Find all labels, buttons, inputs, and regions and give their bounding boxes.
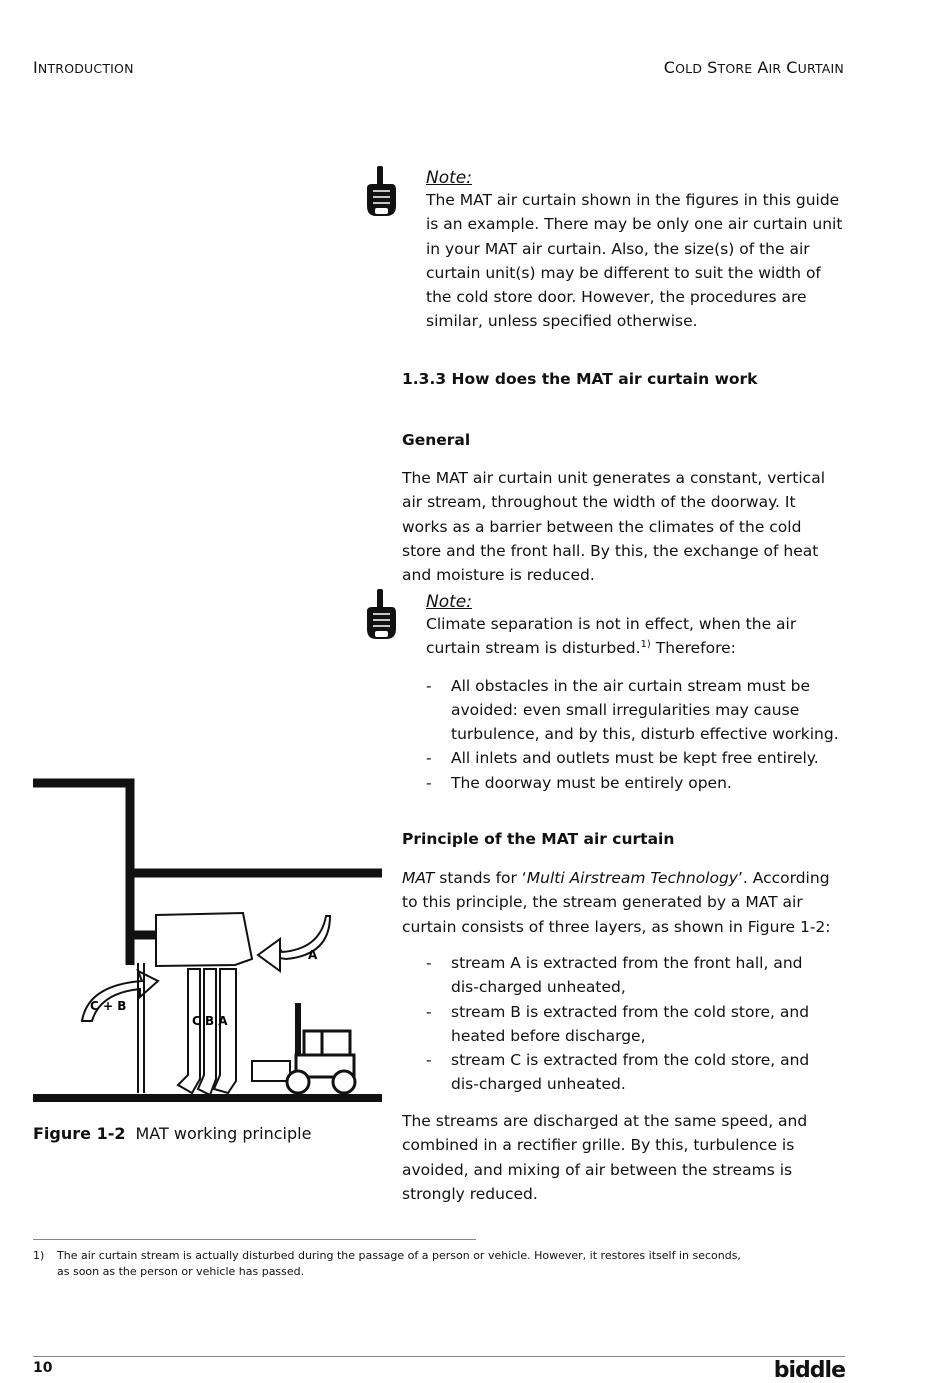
forklift-wheel [333, 1071, 355, 1093]
header-right-w1-rest: OLD [675, 61, 703, 76]
list-item: - stream B is extracted from the cold store, and heated before discharge, [426, 1000, 826, 1049]
label-a: A [308, 948, 318, 962]
label-cb: C + B [90, 999, 127, 1013]
forklift-fork [252, 1061, 290, 1081]
note-1-title: Note: [426, 168, 472, 188]
pointing-hand-icon [364, 589, 398, 641]
label-cba: C B A [192, 1014, 228, 1028]
forklift-wheel [287, 1071, 309, 1093]
header-right-w4-rest: URTAIN [797, 61, 844, 76]
header-left-rest: NTRODUCTION [37, 61, 134, 76]
footnote-marker: 1) [33, 1249, 45, 1262]
air-curtain-unit [156, 913, 252, 966]
header-right-w2-rest: TORE [717, 61, 753, 76]
running-header-right [664, 58, 844, 77]
header-right-w2-initial: S [707, 58, 718, 77]
stream-cb-arrow [82, 971, 158, 1021]
note-2 [426, 592, 846, 795]
list-item: - stream A is extracted from the front hall, and dis-charged unheated, [426, 951, 826, 1000]
principle-text [402, 866, 842, 939]
wall-outline [33, 783, 130, 965]
list-item: - All inlets and outlets must be kept free entirely. [426, 746, 846, 770]
list-item: - stream C is extracted from the cold store, and dis-charged unheated. [426, 1048, 826, 1097]
pointing-hand-icon [364, 166, 398, 218]
header-right-w3-rest: IR [768, 61, 782, 76]
note-2-text [426, 612, 846, 661]
note-1-text: The MAT air curtain shown in the figures in this guide is an example. There may be only one air curtain unit in your MAT air curtain. Also, the size(s) of the air curtain unit(s) may be different to suit the width of the cold store door. However, the procedures are similar, unless specified otherwise. [426, 191, 843, 331]
note-1 [426, 168, 846, 334]
principle-list-wrap [426, 951, 826, 1097]
stream-a-arrowhead [258, 939, 280, 971]
figure-caption-text: MAT working principle [135, 1124, 312, 1143]
note-2-text-before: Climate separation is not in effect, when the air curtain stream is disturbed. [426, 615, 797, 658]
header-right-w1-initial: C [663, 58, 676, 77]
footnote-reference: 1) [640, 639, 651, 651]
principle-heading: Principle of the MAT air curtain [402, 830, 675, 848]
list-item: - The doorway must be entirely open. [426, 771, 846, 795]
principle-text-part: stands for ‘ [434, 869, 527, 887]
principle-list [426, 951, 826, 1097]
mat-term: MAT [402, 869, 435, 887]
page-number: 10 [33, 1360, 53, 1376]
general-heading: General [402, 431, 471, 449]
running-header-left [33, 58, 134, 77]
note-2-text-after: Therefore: [650, 639, 736, 658]
principle-text-rest: ’. According to this principle, the stream generated by a MAT air curtain consists of three layers, as shown in Figure 1-2: [402, 869, 831, 936]
header-left-initial: I [33, 58, 38, 77]
general-text: The MAT air curtain unit generates a constant, vertical air stream, throughout the width of the doorway. It works as a barrier between the climates of the cold store and the front hall. By this, the exchange of heat and moisture is reduced. [402, 469, 826, 585]
stream-c [178, 969, 200, 1093]
figure-mat-working-principle [30, 775, 386, 1107]
figure-caption [33, 1124, 311, 1143]
list-item: - All obstacles in the air curtain stream must be avoided: even small irregularities may cause turbulence, and by this, disturb effective working. [426, 674, 846, 747]
biddle-logo: biddle [773, 1358, 845, 1383]
stream-a [214, 969, 236, 1093]
header-right-w4-initial: C [786, 58, 798, 77]
footnote-rule [33, 1239, 476, 1240]
footer-rule [33, 1356, 845, 1357]
figure-label: Figure 1-2 [33, 1124, 126, 1143]
note-2-title: Note: [426, 592, 472, 612]
multi-airstream-term: Multi Airstream Technology [526, 869, 738, 887]
principle-closing: The streams are discharged at the same speed, and combined in a rectifier grille. By this, turbulence is avoided, and mixing of air between the streams is strongly reduced. [402, 1112, 808, 1203]
header-right-w3-initial: A [757, 58, 769, 77]
section-heading: 1.3.3 How does the MAT air curtain work [402, 370, 758, 388]
footnote-text: The air curtain stream is actually disturbed during the passage of a person or vehicle. However, it restores itself in seconds, as soon as the person or vehicle has passed. [57, 1249, 741, 1278]
note-2-list [426, 674, 846, 795]
